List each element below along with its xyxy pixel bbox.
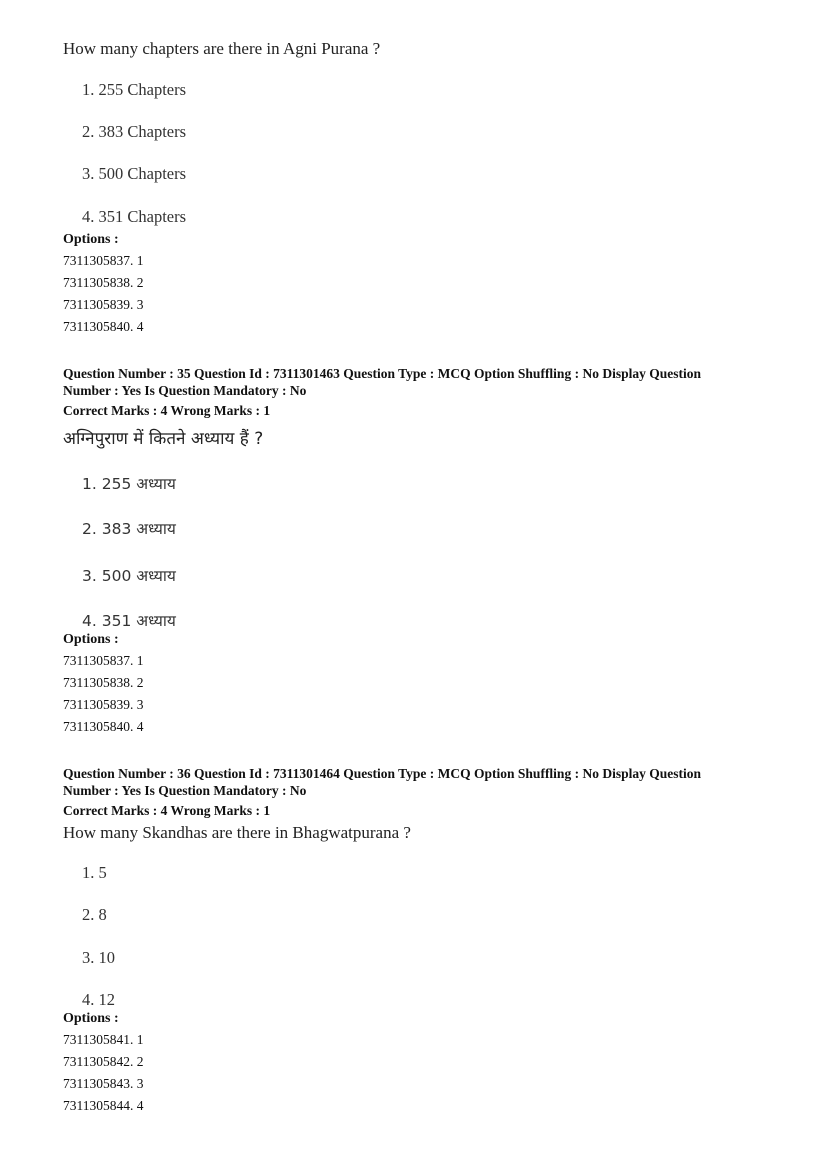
choice-3: 3. 500 अध्याय — [82, 567, 176, 585]
question-meta-line1: Question Number : 36 Question Id : 7311301464 Question Type : MCQ Option Shuffling : No Display Question — [63, 766, 701, 781]
question-text: How many Skandhas are there in Bhagwatpurana ? — [63, 823, 411, 842]
option-id-1: 7311305841. 1 — [63, 1032, 144, 1047]
choice-4: 4. 351 Chapters — [82, 207, 187, 226]
question-marks: Correct Marks : 4 Wrong Marks : 1 — [63, 403, 271, 418]
question-marks: Correct Marks : 4 Wrong Marks : 1 — [63, 803, 271, 818]
question-meta-line2: Number : Yes Is Question Mandatory : No — [63, 383, 307, 398]
question-text: अग्निपुराण में कितने अध्याय हैं ? — [63, 429, 264, 449]
choice-1: 1. 5 — [82, 863, 107, 882]
option-id-4: 7311305840. 4 — [63, 319, 144, 334]
option-id-1: 7311305837. 1 — [63, 253, 144, 268]
choice-4: 4. 12 — [82, 990, 115, 1009]
options-label: Options : — [63, 1011, 119, 1026]
option-id-1: 7311305837. 1 — [63, 653, 144, 668]
choice-3: 3. 10 — [82, 948, 115, 967]
option-id-3: 7311305839. 3 — [63, 297, 144, 312]
choice-3: 3. 500 Chapters — [82, 164, 187, 183]
question-text: How many chapters are there in Agni Purana ? — [63, 39, 381, 58]
choice-4: 4. 351 अध्याय — [82, 612, 176, 630]
option-id-2: 7311305838. 2 — [63, 675, 144, 690]
choice-2: 2. 8 — [82, 905, 107, 924]
option-id-3: 7311305843. 3 — [63, 1076, 144, 1091]
choice-2: 2. 383 Chapters — [82, 122, 187, 141]
options-label: Options : — [63, 632, 119, 647]
question-meta-line2: Number : Yes Is Question Mandatory : No — [63, 783, 307, 798]
option-id-2: 7311305838. 2 — [63, 275, 144, 290]
choice-1: 1. 255 अध्याय — [82, 475, 176, 493]
options-label: Options : — [63, 232, 119, 247]
choice-1: 1. 255 Chapters — [82, 80, 187, 99]
choice-2: 2. 383 अध्याय — [82, 520, 176, 538]
option-id-3: 7311305839. 3 — [63, 697, 144, 712]
option-id-4: 7311305840. 4 — [63, 719, 144, 734]
option-id-2: 7311305842. 2 — [63, 1054, 144, 1069]
option-id-4: 7311305844. 4 — [63, 1098, 144, 1113]
question-meta-line1: Question Number : 35 Question Id : 7311301463 Question Type : MCQ Option Shuffling : No Display Question — [63, 366, 701, 381]
